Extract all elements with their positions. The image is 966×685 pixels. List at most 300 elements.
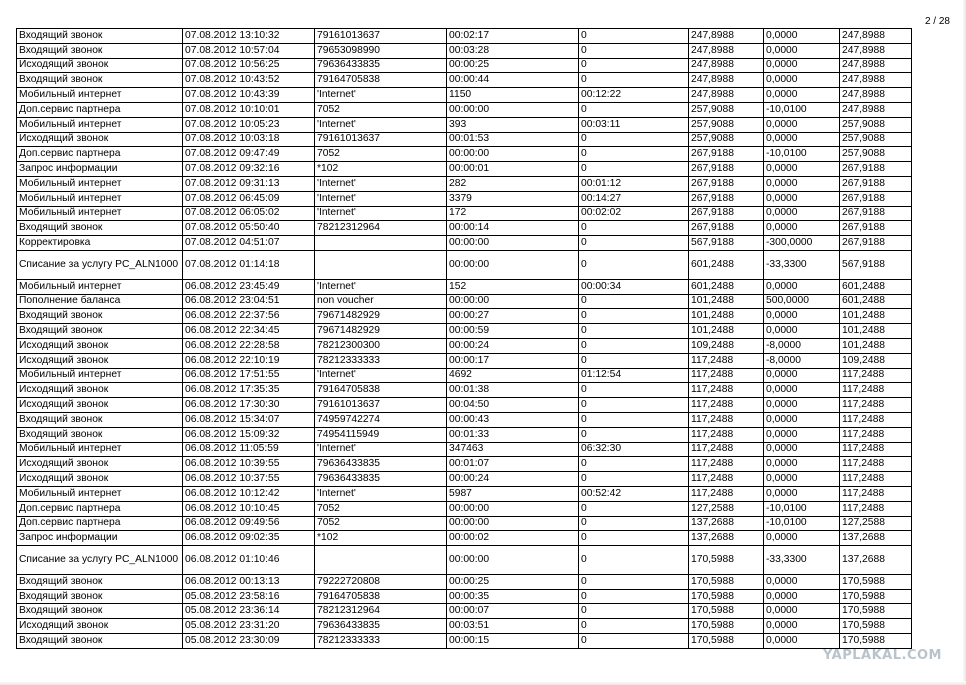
cell-service-type: Входящий звонок	[17, 221, 183, 236]
table-row	[17, 324, 912, 339]
cell-traffic-time: 0	[579, 634, 689, 649]
cell-balance-before: 267,9188	[689, 206, 764, 221]
table-row	[17, 412, 912, 427]
cell-date-time: 07.08.2012 06:45:09	[183, 191, 315, 206]
cell-duration: 00:00:15	[447, 634, 579, 649]
table-row	[17, 383, 912, 398]
cell-duration: 00:00:44	[447, 73, 579, 88]
cell-service-type: Входящий звонок	[17, 574, 183, 589]
cell-date-time: 06.08.2012 15:34:07	[183, 412, 315, 427]
cell-service-type: Входящий звонок	[17, 309, 183, 324]
cell-service-type: Мобильный интернет	[17, 279, 183, 294]
cell-traffic-time: 0	[579, 309, 689, 324]
table-row	[17, 398, 912, 413]
cell-balance-before: 170,5988	[689, 574, 764, 589]
cell-number: 'Internet'	[315, 117, 447, 132]
cell-balance-before: 247,8988	[689, 88, 764, 103]
table-row	[17, 132, 912, 147]
cell-number: non voucher	[315, 294, 447, 309]
cell-traffic-time: 00:00:34	[579, 279, 689, 294]
cell-balance-before: 109,2488	[689, 338, 764, 353]
cell-number: 78212312964	[315, 604, 447, 619]
cell-service-type: Пополнение баланса	[17, 294, 183, 309]
cell-duration: 00:00:02	[447, 531, 579, 546]
cell-balance-before: 267,9188	[689, 221, 764, 236]
cell-traffic-time: 0	[579, 147, 689, 162]
cell-charge-amount: 0,0000	[764, 279, 840, 294]
cell-date-time: 06.08.2012 17:30:30	[183, 398, 315, 413]
cell-service-type: Запрос информации	[17, 531, 183, 546]
cell-date-time: 07.08.2012 10:56:25	[183, 58, 315, 73]
cell-number	[315, 250, 447, 279]
cell-charge-amount: 0,0000	[764, 73, 840, 88]
cell-number: 'Internet'	[315, 191, 447, 206]
cell-duration: 00:00:07	[447, 604, 579, 619]
cell-duration: 00:00:59	[447, 324, 579, 339]
cell-traffic-time: 00:12:22	[579, 88, 689, 103]
cell-number: 79164705838	[315, 383, 447, 398]
cell-balance-before: 137,2688	[689, 516, 764, 531]
cell-duration: 00:00:17	[447, 353, 579, 368]
cell-number: 74954115949	[315, 427, 447, 442]
cell-charge-amount: 500,0000	[764, 294, 840, 309]
cell-date-time: 05.08.2012 23:30:09	[183, 634, 315, 649]
cell-duration: 00:03:28	[447, 43, 579, 58]
cell-number: 79636433835	[315, 472, 447, 487]
cell-number: 79161013637	[315, 398, 447, 413]
cell-balance-before: 170,5988	[689, 619, 764, 634]
cell-charge-amount: 0,0000	[764, 368, 840, 383]
cell-traffic-time: 0	[579, 236, 689, 251]
table-row	[17, 574, 912, 589]
cell-number: 'Internet'	[315, 88, 447, 103]
cell-balance-after: 137,2688	[840, 546, 912, 575]
cell-date-time: 06.08.2012 10:37:55	[183, 472, 315, 487]
cell-balance-before: 170,5988	[689, 589, 764, 604]
cell-date-time: 07.08.2012 10:10:01	[183, 102, 315, 117]
cell-charge-amount: -10,0100	[764, 516, 840, 531]
cell-balance-before: 247,8988	[689, 73, 764, 88]
cell-balance-before: 117,2488	[689, 368, 764, 383]
table-row	[17, 546, 912, 575]
table-row	[17, 338, 912, 353]
cell-traffic-time: 0	[579, 324, 689, 339]
cell-balance-after: 117,2488	[840, 501, 912, 516]
cell-balance-after: 567,9188	[840, 250, 912, 279]
cell-balance-before: 127,2588	[689, 501, 764, 516]
table-row	[17, 634, 912, 649]
cell-service-type: Мобильный интернет	[17, 176, 183, 191]
cell-balance-after: 601,2488	[840, 294, 912, 309]
cell-charge-amount: 0,0000	[764, 383, 840, 398]
cell-duration: 00:00:00	[447, 294, 579, 309]
cell-number: *102	[315, 531, 447, 546]
cell-traffic-time: 0	[579, 516, 689, 531]
table-row	[17, 294, 912, 309]
table-row	[17, 117, 912, 132]
cell-date-time: 07.08.2012 10:05:23	[183, 117, 315, 132]
cell-traffic-time: 0	[579, 58, 689, 73]
cell-number: 79222720808	[315, 574, 447, 589]
cell-balance-after: 247,8988	[840, 102, 912, 117]
cell-charge-amount: 0,0000	[764, 132, 840, 147]
cell-service-type: Исходящий звонок	[17, 398, 183, 413]
cell-number: 'Internet'	[315, 486, 447, 501]
cell-charge-amount: 0,0000	[764, 486, 840, 501]
cell-charge-amount: 0,0000	[764, 634, 840, 649]
cell-duration: 00:01:33	[447, 427, 579, 442]
cell-charge-amount: -10,0100	[764, 501, 840, 516]
cell-number: 79653098990	[315, 43, 447, 58]
cell-duration: 00:00:25	[447, 574, 579, 589]
cell-date-time: 07.08.2012 10:03:18	[183, 132, 315, 147]
cell-balance-after: 267,9188	[840, 206, 912, 221]
cell-balance-after: 117,2488	[840, 486, 912, 501]
cell-service-type: Входящий звонок	[17, 43, 183, 58]
table-row	[17, 442, 912, 457]
table-row	[17, 619, 912, 634]
cell-balance-after: 170,5988	[840, 589, 912, 604]
cell-date-time: 06.08.2012 17:35:35	[183, 383, 315, 398]
cell-traffic-time: 0	[579, 472, 689, 487]
cell-date-time: 05.08.2012 23:58:16	[183, 589, 315, 604]
call-details-table	[16, 28, 912, 649]
table-row	[17, 29, 912, 44]
cell-balance-before: 247,8988	[689, 58, 764, 73]
cell-date-time: 07.08.2012 10:43:39	[183, 88, 315, 103]
cell-date-time: 06.08.2012 10:12:42	[183, 486, 315, 501]
cell-service-type: Входящий звонок	[17, 427, 183, 442]
cell-charge-amount: 0,0000	[764, 589, 840, 604]
cell-service-type: Списание за услугу PC_ALN1000	[17, 546, 183, 575]
cell-balance-before: 257,9088	[689, 102, 764, 117]
table-row	[17, 309, 912, 324]
cell-service-type: Входящий звонок	[17, 29, 183, 44]
cell-service-type: Исходящий звонок	[17, 457, 183, 472]
cell-date-time: 06.08.2012 17:51:55	[183, 368, 315, 383]
cell-duration: 00:01:53	[447, 132, 579, 147]
cell-charge-amount: -33,3300	[764, 546, 840, 575]
cell-balance-after: 267,9188	[840, 162, 912, 177]
cell-service-type: Мобильный интернет	[17, 117, 183, 132]
cell-charge-amount: 0,0000	[764, 442, 840, 457]
cell-date-time: 06.08.2012 23:45:49	[183, 279, 315, 294]
cell-date-time: 06.08.2012 10:39:55	[183, 457, 315, 472]
cell-traffic-time: 0	[579, 353, 689, 368]
cell-duration: 00:00:00	[447, 102, 579, 117]
cell-balance-after: 257,9088	[840, 117, 912, 132]
cell-number	[315, 546, 447, 575]
cell-duration: 00:00:00	[447, 546, 579, 575]
cell-number: 79636433835	[315, 457, 447, 472]
cell-number	[315, 236, 447, 251]
table-row	[17, 73, 912, 88]
table-row	[17, 43, 912, 58]
cell-balance-after: 247,8988	[840, 73, 912, 88]
cell-traffic-time: 0	[579, 383, 689, 398]
cell-charge-amount: -8,0000	[764, 353, 840, 368]
cell-duration: 00:00:00	[447, 516, 579, 531]
cell-number: 79164705838	[315, 589, 447, 604]
cell-balance-before: 247,8988	[689, 29, 764, 44]
cell-charge-amount: 0,0000	[764, 619, 840, 634]
cell-duration: 00:02:17	[447, 29, 579, 44]
cell-balance-before: 170,5988	[689, 546, 764, 575]
table-row	[17, 427, 912, 442]
page-edge-shadow	[962, 0, 966, 685]
cell-balance-before: 117,2488	[689, 472, 764, 487]
cell-traffic-time: 0	[579, 457, 689, 472]
cell-date-time: 06.08.2012 22:10:19	[183, 353, 315, 368]
cell-charge-amount: -10,0100	[764, 147, 840, 162]
table-row	[17, 604, 912, 619]
cell-date-time: 07.08.2012 10:57:04	[183, 43, 315, 58]
cell-balance-after: 267,9188	[840, 191, 912, 206]
cell-duration: 00:00:00	[447, 147, 579, 162]
cell-charge-amount: 0,0000	[764, 472, 840, 487]
cell-charge-amount: 0,0000	[764, 221, 840, 236]
cell-traffic-time: 06:32:30	[579, 442, 689, 457]
cell-duration: 152	[447, 279, 579, 294]
cell-charge-amount: 0,0000	[764, 309, 840, 324]
cell-balance-before: 267,9188	[689, 176, 764, 191]
cell-traffic-time: 0	[579, 250, 689, 279]
cell-duration: 00:00:24	[447, 338, 579, 353]
cell-number: 74959742274	[315, 412, 447, 427]
cell-charge-amount: 0,0000	[764, 88, 840, 103]
cell-balance-after: 117,2488	[840, 442, 912, 457]
cell-duration: 1150	[447, 88, 579, 103]
table-row	[17, 457, 912, 472]
cell-service-type: Мобильный интернет	[17, 191, 183, 206]
cell-date-time: 05.08.2012 23:36:14	[183, 604, 315, 619]
cell-traffic-time: 0	[579, 73, 689, 88]
cell-number: 78212333333	[315, 634, 447, 649]
cell-duration: 00:01:38	[447, 383, 579, 398]
cell-charge-amount: 0,0000	[764, 43, 840, 58]
table-row	[17, 250, 912, 279]
cell-traffic-time: 0	[579, 132, 689, 147]
cell-charge-amount: 0,0000	[764, 427, 840, 442]
cell-charge-amount: 0,0000	[764, 29, 840, 44]
cell-service-type: Входящий звонок	[17, 604, 183, 619]
cell-number: 7052	[315, 516, 447, 531]
cell-date-time: 07.08.2012 09:32:16	[183, 162, 315, 177]
cell-duration: 00:00:24	[447, 472, 579, 487]
watermark-logo: YAPLAKAL.COM	[823, 648, 942, 663]
table-row	[17, 589, 912, 604]
cell-traffic-time: 00:52:42	[579, 486, 689, 501]
cell-number: 79164705838	[315, 73, 447, 88]
cell-duration: 00:00:35	[447, 589, 579, 604]
cell-balance-before: 117,2488	[689, 486, 764, 501]
cell-service-type: Доп.сервис партнера	[17, 501, 183, 516]
cell-traffic-time: 0	[579, 338, 689, 353]
cell-balance-after: 117,2488	[840, 412, 912, 427]
table-row	[17, 501, 912, 516]
cell-number: 79671482929	[315, 309, 447, 324]
table-row	[17, 221, 912, 236]
cell-duration: 282	[447, 176, 579, 191]
cell-balance-after: 101,2488	[840, 338, 912, 353]
cell-charge-amount: 0,0000	[764, 191, 840, 206]
cell-balance-after: 267,9188	[840, 221, 912, 236]
cell-balance-after: 101,2488	[840, 309, 912, 324]
cell-balance-after: 247,8988	[840, 88, 912, 103]
cell-duration: 172	[447, 206, 579, 221]
cell-balance-before: 247,8988	[689, 43, 764, 58]
cell-traffic-time: 0	[579, 398, 689, 413]
cell-balance-after: 170,5988	[840, 574, 912, 589]
cell-number: 'Internet'	[315, 368, 447, 383]
cell-balance-before: 267,9188	[689, 147, 764, 162]
cell-balance-after: 267,9188	[840, 236, 912, 251]
cell-traffic-time: 00:14:27	[579, 191, 689, 206]
cell-traffic-time: 0	[579, 619, 689, 634]
cell-traffic-time: 0	[579, 162, 689, 177]
cell-balance-before: 170,5988	[689, 604, 764, 619]
cell-charge-amount: 0,0000	[764, 176, 840, 191]
cell-charge-amount: -8,0000	[764, 338, 840, 353]
page-number: 2 / 28	[924, 16, 950, 27]
cell-balance-before: 117,2488	[689, 398, 764, 413]
cell-balance-after: 117,2488	[840, 383, 912, 398]
cell-date-time: 06.08.2012 00:13:13	[183, 574, 315, 589]
table-row	[17, 279, 912, 294]
cell-charge-amount: 0,0000	[764, 206, 840, 221]
cell-number: 'Internet'	[315, 206, 447, 221]
cell-balance-after: 247,8988	[840, 58, 912, 73]
table-row	[17, 472, 912, 487]
cell-duration: 347463	[447, 442, 579, 457]
cell-balance-before: 117,2488	[689, 457, 764, 472]
cell-service-type: Запрос информации	[17, 162, 183, 177]
cell-charge-amount: 0,0000	[764, 117, 840, 132]
cell-balance-before: 101,2488	[689, 309, 764, 324]
cell-balance-before: 137,2688	[689, 531, 764, 546]
cell-date-time: 06.08.2012 15:09:32	[183, 427, 315, 442]
cell-traffic-time: 00:03:11	[579, 117, 689, 132]
table-row	[17, 88, 912, 103]
cell-duration: 393	[447, 117, 579, 132]
cell-charge-amount: -300,0000	[764, 236, 840, 251]
table-row	[17, 176, 912, 191]
cell-date-time: 07.08.2012 10:43:52	[183, 73, 315, 88]
cell-service-type: Мобильный интернет	[17, 442, 183, 457]
cell-balance-before: 117,2488	[689, 353, 764, 368]
cell-date-time: 06.08.2012 22:28:58	[183, 338, 315, 353]
cell-balance-after: 601,2488	[840, 279, 912, 294]
cell-charge-amount: 0,0000	[764, 58, 840, 73]
cell-traffic-time: 0	[579, 546, 689, 575]
table-row	[17, 191, 912, 206]
cell-duration: 00:00:00	[447, 250, 579, 279]
cell-balance-after: 137,2688	[840, 531, 912, 546]
table-row	[17, 206, 912, 221]
cell-balance-before: 117,2488	[689, 427, 764, 442]
cell-balance-before: 257,9088	[689, 132, 764, 147]
cell-balance-after: 127,2588	[840, 516, 912, 531]
cell-traffic-time: 0	[579, 604, 689, 619]
cell-balance-after: 117,2488	[840, 368, 912, 383]
cell-service-type: Доп.сервис партнера	[17, 147, 183, 162]
cell-balance-before: 101,2488	[689, 324, 764, 339]
cell-charge-amount: 0,0000	[764, 457, 840, 472]
table-row	[17, 486, 912, 501]
cell-service-type: Входящий звонок	[17, 73, 183, 88]
cell-balance-before: 117,2488	[689, 412, 764, 427]
cell-service-type: Входящий звонок	[17, 324, 183, 339]
cell-date-time: 07.08.2012 01:14:18	[183, 250, 315, 279]
cell-service-type: Исходящий звонок	[17, 383, 183, 398]
cell-traffic-time: 0	[579, 221, 689, 236]
cell-traffic-time: 00:02:02	[579, 206, 689, 221]
cell-service-type: Корректировка	[17, 236, 183, 251]
cell-service-type: Исходящий звонок	[17, 58, 183, 73]
cell-date-time: 07.08.2012 05:50:40	[183, 221, 315, 236]
table-body	[17, 29, 912, 649]
cell-traffic-time: 0	[579, 574, 689, 589]
cell-balance-after: 170,5988	[840, 634, 912, 649]
cell-number: 79161013637	[315, 132, 447, 147]
cell-number: 79671482929	[315, 324, 447, 339]
cell-date-time: 06.08.2012 10:10:45	[183, 501, 315, 516]
cell-number: 79636433835	[315, 619, 447, 634]
cell-balance-after: 117,2488	[840, 427, 912, 442]
cell-date-time: 07.08.2012 04:51:07	[183, 236, 315, 251]
cell-number: 'Internet'	[315, 176, 447, 191]
cell-balance-after: 109,2488	[840, 353, 912, 368]
cell-duration: 00:03:51	[447, 619, 579, 634]
cell-charge-amount: -10,0100	[764, 102, 840, 117]
cell-balance-after: 170,5988	[840, 619, 912, 634]
cell-balance-before: 257,9088	[689, 117, 764, 132]
cell-duration: 00:00:25	[447, 58, 579, 73]
cell-traffic-time: 0	[579, 29, 689, 44]
cell-charge-amount: 0,0000	[764, 412, 840, 427]
cell-number: 7052	[315, 147, 447, 162]
cell-balance-after: 257,9088	[840, 147, 912, 162]
table-row	[17, 147, 912, 162]
cell-service-type: Списание за услугу PC_ALN1000	[17, 250, 183, 279]
cell-balance-after: 267,9188	[840, 176, 912, 191]
table-row	[17, 58, 912, 73]
cell-balance-before: 601,2488	[689, 279, 764, 294]
cell-balance-before: 170,5988	[689, 634, 764, 649]
cell-duration: 00:00:00	[447, 501, 579, 516]
cell-charge-amount: 0,0000	[764, 398, 840, 413]
table-row	[17, 368, 912, 383]
cell-service-type: Доп.сервис партнера	[17, 102, 183, 117]
cell-duration: 00:00:43	[447, 412, 579, 427]
cell-service-type: Исходящий звонок	[17, 472, 183, 487]
cell-traffic-time: 0	[579, 531, 689, 546]
cell-charge-amount: 0,0000	[764, 324, 840, 339]
cell-traffic-time: 0	[579, 43, 689, 58]
table-row	[17, 102, 912, 117]
cell-service-type: Исходящий звонок	[17, 132, 183, 147]
cell-service-type: Мобильный интернет	[17, 368, 183, 383]
cell-service-type: Входящий звонок	[17, 589, 183, 604]
cell-charge-amount: 0,0000	[764, 162, 840, 177]
cell-balance-after: 117,2488	[840, 457, 912, 472]
cell-balance-after: 257,9088	[840, 132, 912, 147]
cell-charge-amount: 0,0000	[764, 574, 840, 589]
cell-duration: 00:00:27	[447, 309, 579, 324]
cell-date-time: 06.08.2012 09:49:56	[183, 516, 315, 531]
cell-date-time: 06.08.2012 23:04:51	[183, 294, 315, 309]
cell-service-type: Исходящий звонок	[17, 353, 183, 368]
